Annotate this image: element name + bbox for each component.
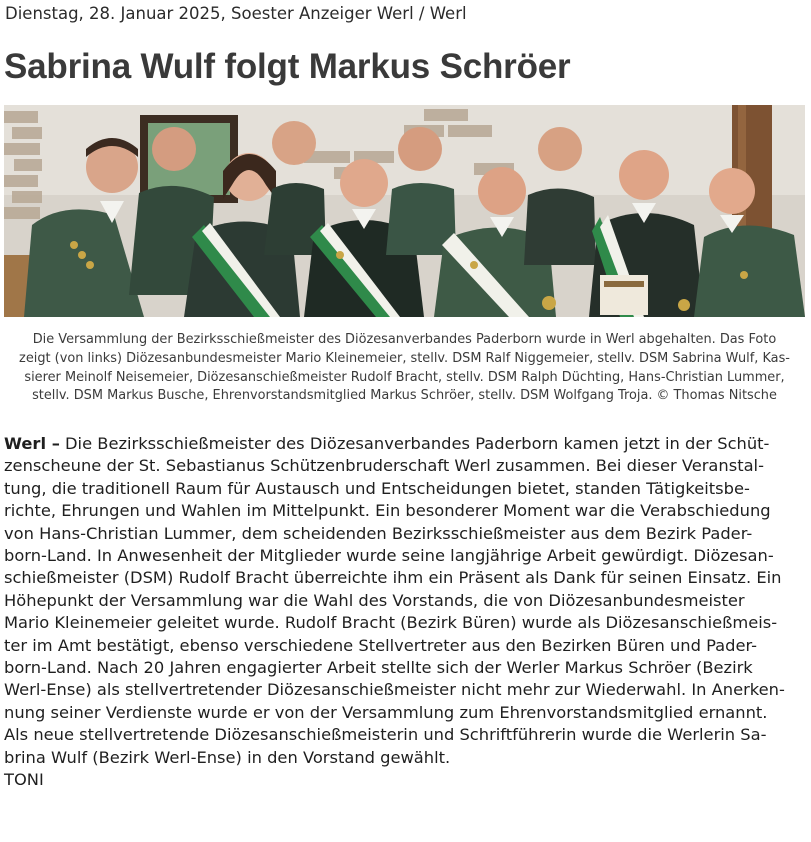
author-signature: TONI xyxy=(4,770,44,790)
article-headline: Sabrina Wulf folgt Markus Schröer xyxy=(4,47,571,86)
caption-line: Die Versammlung der Bezirksschießmeister des Diözesanverbandes Paderborn wurde in Werl abgehalten. Das Foto xyxy=(32,332,777,347)
body-line: born-Land. In Anwesenheit der Mitglieder wurde seine langjährige Arbeit gewürdigt. Diözesan- xyxy=(4,546,774,566)
body-line: Werl-Ense) als stellvertretender Diözesanschießmeister nicht mehr zur Wiederwahl. In Anerken- xyxy=(4,680,785,700)
caption-line: sierer Meinolf Neisemeier, Diözesanschießmeister Rudolf Bracht, stellv. DSM Ralph Düchting, Hans-Christian Lummer, xyxy=(24,369,785,385)
body-line: schießmeister (DSM) Rudolf Bracht überreichte ihm ein Präsent als Dank für seinen Einsatz. Ein xyxy=(4,568,782,588)
body-line: nung seiner Verdienste wurde er von der Versammlung zum Ehrenvorstandsmitglied ernannt. xyxy=(4,702,768,722)
body-line: brina Wulf (Bezirk Werl-Ense) in den Vorstand gewählt. xyxy=(4,747,451,767)
body-line: tung, die traditionell Raum für Austausch und Entscheidungen bietet, standen Tätigkeitsbe- xyxy=(4,478,750,498)
body-text: Die Bezirksschießmeister des Diözesanverbandes Paderborn kamen jetzt in der Schüt- xyxy=(59,434,770,453)
body-line: Als neue stellvertretende Diözesanschießmeisterin und Schriftführerin wurde die Werlerin Sa- xyxy=(4,725,767,745)
photo-caption xyxy=(4,331,805,406)
group-photo xyxy=(4,105,805,317)
body-line: von Hans-Christian Lummer, dem scheidenden Bezirksschießmeister aus dem Bezirk Pader- xyxy=(4,523,753,543)
body-line: Mario Kleinemeier geleitet wurde. Rudolf Bracht (Bezirk Büren) wurde als Diözesanschießmeis- xyxy=(4,613,778,633)
body-line: Höhepunkt der Versammlung war die Wahl des Vorstands, die von Diözesanbundesmeister xyxy=(4,590,745,610)
caption-line: stellv. DSM Markus Busche, Ehrenvorstandsmitglied Markus Schröer, stellv. DSM Wolfgang Troja. © Thomas Nitsche xyxy=(32,388,777,404)
body-line: zenscheune der St. Sebastianus Schützenbruderschaft Werl zusammen. Bei dieser Veranstal- xyxy=(4,456,764,476)
article-body xyxy=(4,433,809,792)
body-line: born-Land. Nach 20 Jahren engagierter Arbeit stellte sich der Werler Markus Schröer (Bezirk xyxy=(4,658,753,678)
dateline: Dienstag, 28. Januar 2025, Soester Anzeiger Werl / Werl xyxy=(5,4,467,23)
body-line: ter im Amt bestätigt, ebenso verschiedene Stellvertreter aus den Bezirken Büren und Pader- xyxy=(4,635,758,655)
caption-line: zeigt (von links) Diözesanbundesmeister Mario Kleinemeier, stellv. DSM Ralf Niggemeier, stellv. DSM Sabrina Wulf, Kas- xyxy=(19,350,790,366)
dateline-location: Werl – xyxy=(4,434,60,453)
body-line: richte, Ehrungen und Wahlen im Mittelpunkt. Ein besonderer Moment war die Verabschiedung xyxy=(4,501,771,521)
body-line xyxy=(4,433,809,455)
